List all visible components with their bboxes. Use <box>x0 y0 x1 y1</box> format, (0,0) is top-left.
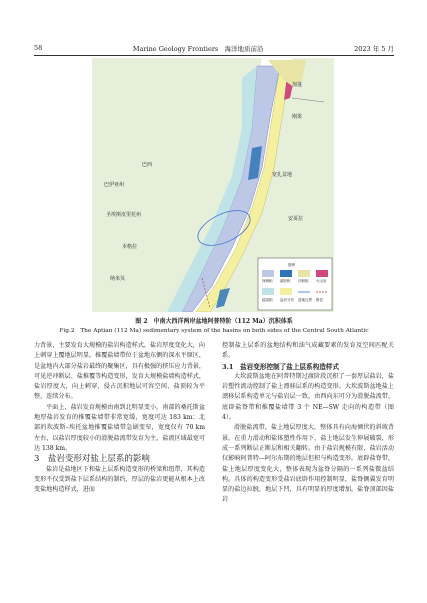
running-header <box>34 44 394 53</box>
legend <box>258 258 332 310</box>
figure-caption-cn: 图 2 中南大西洋两岸盆地阿普特阶（112 Ma）沉积体系 <box>135 318 293 325</box>
legend-swatch-alluvial <box>298 270 310 277</box>
legend-title: 图例 <box>288 263 295 267</box>
paragraph: 盐岩是盐地区下和盐上层系构造变形的桥梁和纽带，其构造变形不仅受到盐下层系结构的制约，厚层的盐岩更能从根本上改变盐地构造样式，进而 <box>34 465 205 494</box>
left-column <box>34 341 205 495</box>
legend-swatch-lake <box>280 270 292 277</box>
journal-name: Marine Geology Frontiers <box>132 45 219 53</box>
subsection-heading: 3.1 盐岩变形控制了盐上层系构造样式 <box>222 362 339 371</box>
paragraph: 控制盐上层系的盆地结构和油气成藏要素的发育及空间匹配关系。 <box>222 342 394 360</box>
legend-label-shelf: 陆架相 <box>262 298 273 302</box>
label-angola: 安哥拉 <box>288 216 304 222</box>
label-congo: 刚果 <box>292 114 303 120</box>
legend-swatch-salt <box>280 288 292 295</box>
legend-swatch-shelf <box>262 288 274 295</box>
label-gabon: 加蓬 <box>292 82 303 88</box>
label-brazil: 巴西 <box>142 162 153 168</box>
label-namibe: 纳米贝 <box>110 276 126 282</box>
issue-date: 2023 年 5 月 <box>354 45 394 53</box>
legend-label-fault: 断层 <box>316 298 323 302</box>
paragraph: 平面上，盐岩发育规模由南到北明显变小。南部的桑托斯盆地厚盐岩发育的推覆盐墙带非常宽缓，宽度可达 183 km；北部的坎波斯–埃托盆地推覆盐墙带急剧变窄，宽度仅有 70 km 左右，以盐岩厚度较小的滑脱盐流带发育为主，盐流区域最宽可达 138 km。 <box>34 403 205 452</box>
map-figure <box>92 58 334 312</box>
journal-name-cn: 海洋地质前沿 <box>224 45 264 53</box>
legend-box <box>258 258 332 310</box>
header-rule <box>34 55 394 56</box>
figure-caption-en: Fig.2 The Aptian (112 Ma) sedimentary system of the basins on both sides of the Central South Atlantic <box>59 328 369 334</box>
paragraph: 力背景，主要发育大规模的盐岩构造样式，盐岩厚度变化大，向上刺穿上覆地层明显。推覆盐墙带位于盆地东侧的深水平原区，是盆地内大部分盐岩最终的聚集区，具有极强的挤压应力背景，可见逆冲断层、盐推覆等构造变形，发育大规模盐墙构造样式，盐岩厚度大，向上刺穿、侵占沉积地层可容空间，盐顶较为平整，连续分布。 <box>34 342 205 401</box>
legend-swatch-deep <box>262 270 274 277</box>
page-number: 58 <box>34 44 43 52</box>
label-benguela: 本格拉 <box>122 244 138 250</box>
label-bahia: 巴伊亚州 <box>104 182 125 188</box>
legend-swatch-volcanic <box>316 270 328 277</box>
legend-label-boundary: 盆地边界 <box>298 298 312 302</box>
paragraph: 大坎波斯盆地在阿普特期过渡阶段沉积了一套厚层盐岩，盐岩塑性流动控制了盐上漂移层系的构造变形。大坎波斯盆地盐上漂移层系构造单元与盐岩层一致，由西向东可分为滑脱盐流带、底辟盐脊带和推覆盐墙带 3 个 NE—SW 走向的构造带（图 4）。 <box>222 372 394 422</box>
legend-label-salt: 盐岩分布 <box>280 298 294 302</box>
legend-label-deep: 深海相 <box>262 279 273 283</box>
label-espirito: 圣埃斯皮里托州 <box>106 212 142 218</box>
section-heading: 3 盐岩变形对盐上层系的影响 <box>34 454 150 465</box>
legend-label-volcanic: 火山岩 <box>316 279 327 283</box>
label-kwanza: 宽扎盆地 <box>272 172 293 178</box>
paragraph: 滑脱盐流带，盐上地层厚度大，整体具有向海倾伏的斜坡背景。在重力滑动和盐体塑性作用下，盐上地层发生伸展破裂，形成一系列断层正断层和相关翻转。由于盐岩规模有限，盐岩活动仅影响阿普特—阿尔布期的地层但积与构造变形。底辟盐脊带，盐上地层厚度变化大，整体表现为盆脊分隔的一系列盐微盆结构。具体的构造变形受盐岩底辟作用控制明显，盐脊侧翼发育明显的盐边拉脱，地层下凹，具有明显的厚度增加。盐脊顶部因盐岩 <box>222 424 394 504</box>
right-column <box>222 341 394 506</box>
legend-label-lake: 湖泊相 <box>280 279 291 283</box>
journal-title <box>133 44 264 53</box>
legend-label-alluvial: 冲积相 <box>298 279 309 283</box>
